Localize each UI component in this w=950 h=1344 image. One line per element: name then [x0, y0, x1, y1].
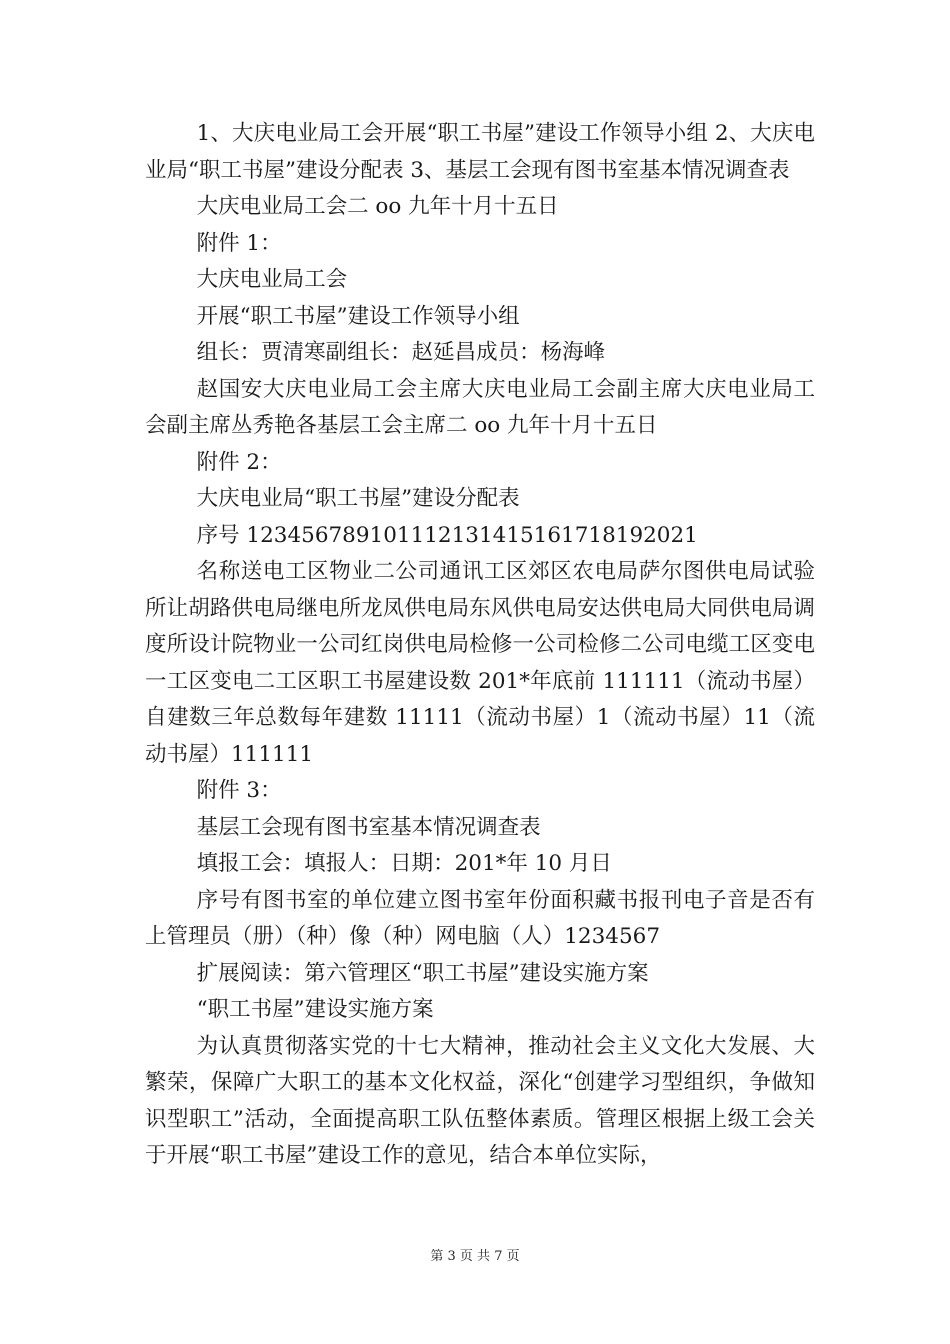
paragraph-attachment-2-heading: 附件 2：	[196, 449, 282, 475]
paragraph-signature-date: 大庆电业局工会二 oo 九年十月十五日	[196, 194, 559, 219]
paragraph-leadership-group-title: 开展“职工书屋”建设工作领导小组	[196, 303, 520, 329]
paragraph-attachment-1-heading: 附件 1：	[196, 230, 282, 256]
paragraph-attachments-list: 1、大庆电业局工会开展“职工书屋”建设工作领导小组 2、大庆电业局“职工书屋”建设分配表 3、基层工会现有图书室基本情况调查表	[145, 121, 815, 183]
paragraph-plan-title: “职工书屋”建设实施方案	[196, 997, 434, 1022]
paragraph-plan-body: 为认真贯彻落实党的十七大精神，推动社会主义文化大发展、大繁荣，保障广大职工的基本文化权益，深化“创建学习型组织，争做知识型职工”活动，全面提高职工队伍整体素质。管理区根据上级工会关于开展“职工书屋”建设工作的意见，结合本单位实际，	[145, 1033, 815, 1168]
paragraph-attachment-3-heading: 附件 3：	[196, 778, 282, 803]
paragraph-serial-numbers: 序号 123456789101112131415161718192021	[196, 522, 698, 548]
paragraph-unit-names: 名称送电工区物业二公司通讯工区郊区农电局萨尔图供电局试验所让胡路供电局继电所龙凤供电局东风供电局安达供电局大同供电局调度所设计院物业一公司红岗供电局检修一公司检修二公司电缆工区变电一工区变电二工区职工书屋建设数 201*年底前 111111（流动书屋）自建数三年总数每年建数 11111（流动书屋）1（流动书屋）11（流动书屋）111111	[145, 559, 815, 767]
paragraph-allocation-table-title: 大庆电业局“职工书屋”建设分配表	[196, 486, 520, 511]
paragraph-survey-columns: 序号有图书室的单位建立图书室年份面积藏书报刊电子音是否有上管理员（册）（种）像（种）网电脑（人）1234567	[145, 887, 815, 949]
paragraph-extended-reading: 扩展阅读：第六管理区“职工书屋”建设实施方案	[196, 960, 649, 986]
paragraph-group-members: 组长：贾清寒副组长：赵延昌成员：杨海峰	[196, 340, 606, 365]
paragraph-member-titles: 赵国安大庆电业局工会主席大庆电业局工会副主席大庆电业局工会副主席丛秀艳各基层工会主席二 oo 九年十月十五日	[145, 376, 815, 438]
document-body	[145, 116, 815, 1175]
paragraph-org-name: 大庆电业局工会	[196, 267, 348, 292]
page-footer	[0, 1245, 950, 1264]
paragraph-survey-table-title: 基层工会现有图书室基本情况调查表	[196, 814, 541, 840]
paragraph-survey-form-fields: 填报工会：填报人：日期：201*年 10 月日	[196, 851, 612, 876]
page-number-label: 第 3 页 共 7 页	[430, 1249, 520, 1264]
